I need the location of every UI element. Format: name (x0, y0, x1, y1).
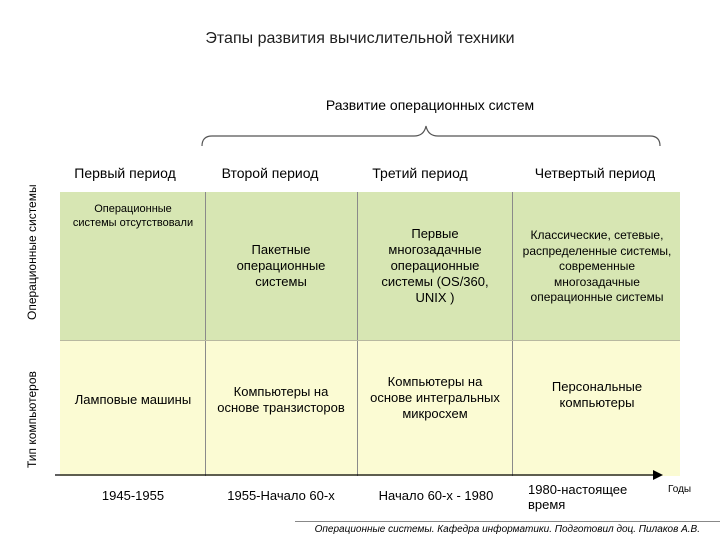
column-divider (357, 192, 358, 476)
period-header: Третий период (372, 165, 468, 181)
column-divider (512, 192, 513, 476)
computer-cell: Ламповые машины (74, 392, 192, 407)
os-cell: Первые многозадачные операционные системы (OS/360, UNIX ) (381, 226, 489, 305)
os-cell: Операционные системы отсутствовали (72, 203, 194, 229)
os-cell: Пакетные операционные системы (236, 242, 326, 289)
row-label-computers: Тип компьютеров (25, 371, 39, 468)
period-dates: 1980-настоящее время (528, 482, 628, 512)
row-divider (60, 340, 680, 341)
brace (200, 124, 662, 148)
computer-cell: Компьютеры на основе транзисторов (217, 384, 345, 415)
period-header: Четвертый период (534, 165, 656, 181)
period-header: Второй период (221, 165, 319, 181)
footer-divider (295, 521, 720, 522)
computer-cell: Персональные компьютеры (551, 379, 643, 410)
period-header: Первый период (74, 165, 176, 181)
page-title: Этапы развития вычислительной техники (205, 30, 515, 47)
time-axis-arrow (55, 468, 665, 482)
footer-text: Операционные системы. Кафедра информатики. Подготовил доц. Пилаков А.В. (314, 524, 700, 535)
column-divider (205, 192, 206, 476)
row-label-os: Операционные системы (25, 184, 39, 320)
subtitle: Развитие операционных систем (325, 97, 535, 113)
axis-label: Годы (668, 484, 692, 495)
os-cell: Классические, сетевые, распределенные системы, современные многозадачные операционные системы (522, 228, 672, 305)
period-dates: 1955-Начало 60-х (227, 488, 335, 503)
computer-cell: Компьютеры на основе интегральных микросхем (370, 374, 500, 421)
period-dates: 1945-1955 (101, 488, 165, 503)
period-dates: Начало 60-х - 1980 (378, 488, 494, 503)
